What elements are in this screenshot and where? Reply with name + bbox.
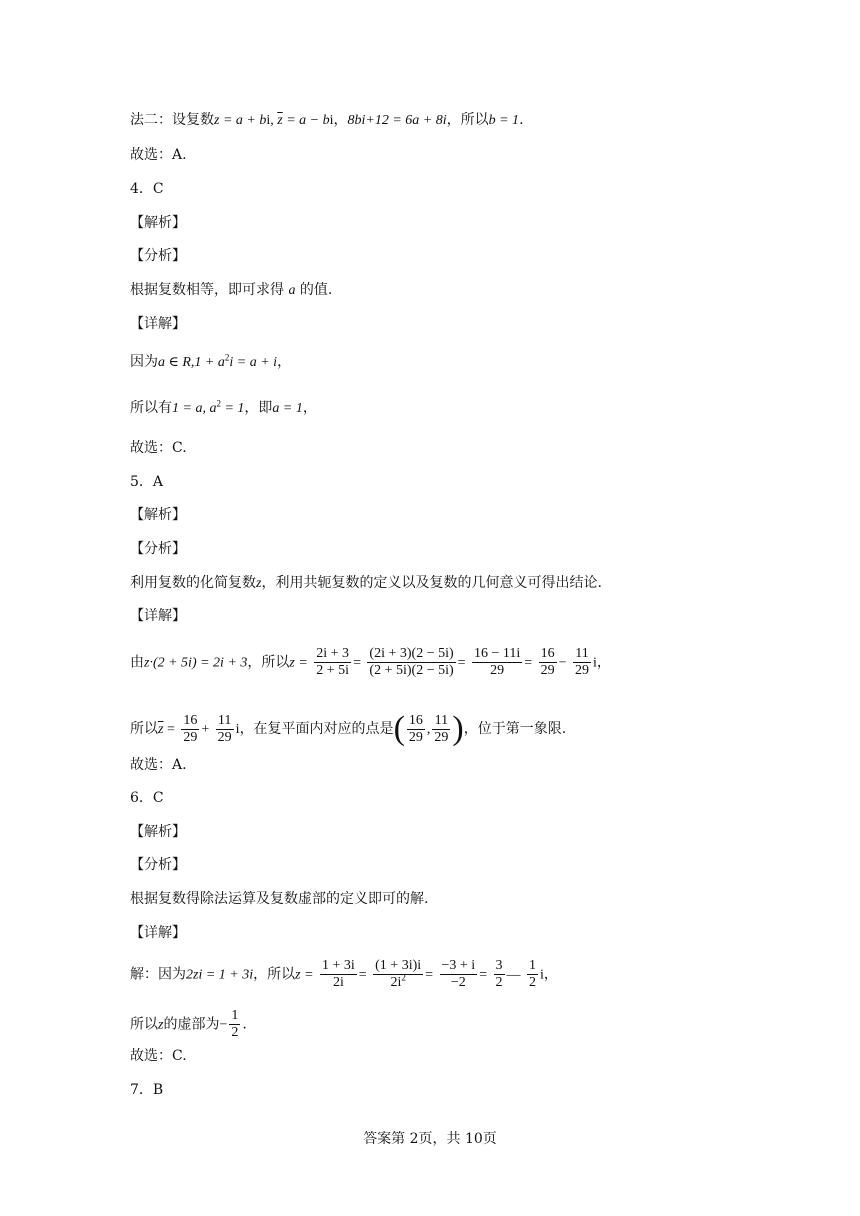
detail-line <box>130 398 317 419</box>
math: = <box>457 655 466 671</box>
denominator: 29 <box>540 663 555 678</box>
fraction <box>432 713 450 746</box>
fraction <box>373 958 423 991</box>
text: ，所以 <box>446 112 489 128</box>
denominator: 2 <box>495 975 503 990</box>
fraction <box>527 958 538 991</box>
math: = <box>163 722 175 737</box>
question-number-7: 7．B <box>130 1082 164 1098</box>
denominator: (2 + 5i)(2 − 5i) <box>369 663 454 678</box>
text: . <box>242 1016 247 1033</box>
math: z = a + b <box>214 113 267 128</box>
fraction <box>181 713 199 746</box>
math-paren: ( <box>393 710 405 747</box>
method-two-line <box>130 110 524 131</box>
answer-choice-line: 故选：C. <box>130 1048 187 1064</box>
fraction <box>440 958 478 991</box>
text: 的虚部为 <box>163 1016 220 1033</box>
text: ，位于第一象限. <box>463 721 567 737</box>
text: ， <box>596 654 611 671</box>
math-superscript: 2 <box>401 972 406 983</box>
math: i <box>329 113 334 128</box>
numerator: (2i + 3)(2 − 5i) <box>369 646 454 661</box>
detail-equation-line <box>130 712 566 746</box>
math: = <box>479 967 488 983</box>
answer-choice-line: 故选：C. <box>130 440 187 456</box>
denominator: 29 <box>183 729 198 745</box>
math: i <box>592 655 597 671</box>
reasoning-text: 根据复数得除法运算及复数虚部的定义即可的解. <box>130 891 429 907</box>
math: z <box>158 1017 164 1033</box>
denominator: 29 <box>472 662 522 679</box>
text: ， <box>302 400 317 416</box>
text: ， <box>277 354 292 370</box>
answer-choice-line: 故选：A. <box>130 147 187 163</box>
math: + <box>201 722 210 737</box>
text: . <box>519 112 524 128</box>
reasoning-text <box>130 280 332 301</box>
reasoning-text <box>130 573 602 594</box>
question-number-6: 6．C <box>130 790 164 806</box>
denominator: 29 <box>574 663 589 678</box>
detail-equation-line <box>130 646 611 679</box>
section-heading-analysis: 【解析】 <box>130 824 186 840</box>
fraction <box>216 713 234 746</box>
math: i <box>235 722 240 737</box>
numerator: 16 <box>183 712 198 728</box>
math-superscript: 2 <box>224 352 230 363</box>
numerator: 1 + 3i <box>321 958 355 973</box>
section-heading-reasoning: 【分析】 <box>130 857 186 873</box>
math: − <box>219 1017 228 1033</box>
math: z·(2 + 5i) = 2i + 3 <box>144 655 248 671</box>
denominator: −2 <box>440 974 478 991</box>
text: 所以 <box>130 721 158 737</box>
math: b = 1 <box>488 113 520 128</box>
question-number-4: 4．C <box>130 181 164 197</box>
fraction <box>320 958 357 991</box>
detail-equation-line <box>130 1008 247 1041</box>
math: 2zi = 1 + 3i <box>186 967 254 983</box>
math-paren: ) <box>452 710 464 747</box>
text: 法二：设复数 <box>130 112 214 128</box>
math: z = <box>295 967 314 983</box>
denominator: 2 + 5i <box>316 663 350 678</box>
denominator <box>373 974 423 991</box>
denominator: 29 <box>434 729 449 745</box>
denominator: 29 <box>217 729 232 745</box>
text: ，所以 <box>247 654 290 671</box>
math: , <box>426 722 431 737</box>
fraction <box>407 713 425 746</box>
question-number-5: 5．A <box>130 474 164 490</box>
section-heading-detail: 【详解】 <box>130 925 186 941</box>
math: i <box>540 967 544 983</box>
math: 1 = a, a <box>172 401 217 416</box>
text: ， <box>333 112 348 128</box>
text: 由 <box>130 654 144 671</box>
fraction <box>573 646 591 679</box>
math: = <box>353 655 361 671</box>
numerator: 11 <box>434 712 449 728</box>
math: a = 1 <box>272 401 303 416</box>
text: 根据复数相等，即可求得 <box>130 282 289 298</box>
text: 的值. <box>295 282 333 298</box>
numerator: 1 <box>231 1008 239 1023</box>
math: − <box>558 655 567 671</box>
text: 因为 <box>130 354 158 370</box>
fraction <box>314 646 351 679</box>
fraction <box>472 646 522 679</box>
denominator: 2 <box>231 1025 239 1040</box>
section-heading-analysis: 【解析】 <box>130 215 186 231</box>
text: ， <box>543 966 558 983</box>
numerator: 16 <box>408 712 423 728</box>
math-conjugate: $\overline{z}$ <box>158 722 164 737</box>
numerator: 16 − 11i <box>474 646 521 661</box>
numerator: 11 <box>575 646 589 661</box>
answer-choice-line: 故选：A. <box>130 757 187 773</box>
section-heading-analysis: 【解析】 <box>130 507 186 523</box>
math: 8bi+12 = 6a + 8i <box>347 113 447 128</box>
text: ，在复平面内对应的点是 <box>239 721 394 737</box>
denominator: 2 <box>529 975 536 990</box>
math: = <box>358 967 367 983</box>
math: — <box>506 967 521 983</box>
math: i, <box>266 113 278 128</box>
denominator-base: 2i <box>390 975 402 990</box>
fraction <box>367 646 455 679</box>
math: z = <box>289 655 308 671</box>
math-superscript: 2 <box>216 398 221 409</box>
fraction <box>494 958 505 991</box>
numerator: 1 <box>529 958 536 973</box>
numerator: (1 + 3i)i <box>375 958 422 973</box>
math: a <box>288 283 296 298</box>
math: a ∈ R,1 + a <box>158 355 225 370</box>
denominator: 2i <box>320 974 357 991</box>
denominator: 29 <box>408 729 423 745</box>
numerator: 16 <box>540 646 555 661</box>
numerator: −3 + i <box>441 958 476 973</box>
fraction <box>229 1008 240 1041</box>
text: ，利用共轭复数的定义以及复数的几何意义可得出结论. <box>261 575 602 591</box>
math: = <box>524 655 533 671</box>
numerator: 2i + 3 <box>316 646 350 661</box>
math: = a − b <box>282 113 330 128</box>
section-heading-detail: 【详解】 <box>130 316 186 332</box>
text: ，所以 <box>253 966 296 983</box>
math: = <box>425 967 434 983</box>
section-heading-detail: 【详解】 <box>130 608 186 624</box>
math: = 1 <box>220 401 245 416</box>
page-footer: 答案第 2页，共 10页 <box>363 1131 497 1147</box>
detail-line <box>130 352 291 373</box>
fraction <box>539 646 557 679</box>
detail-equation-line <box>130 958 558 991</box>
text: 利用复数的化简复数 <box>130 575 256 591</box>
numerator: 11 <box>217 712 232 728</box>
text: 解：因为 <box>130 966 186 983</box>
text: 所以 <box>130 1016 158 1033</box>
math: i = a + i <box>229 355 278 370</box>
text: 所以有 <box>130 400 172 416</box>
section-heading-reasoning: 【分析】 <box>130 248 186 264</box>
section-heading-reasoning: 【分析】 <box>130 541 186 557</box>
numerator: 3 <box>495 958 503 973</box>
math-conjugate: $\overline{z}$ <box>277 113 283 128</box>
math: z <box>256 576 262 591</box>
text: ，即 <box>244 400 273 416</box>
